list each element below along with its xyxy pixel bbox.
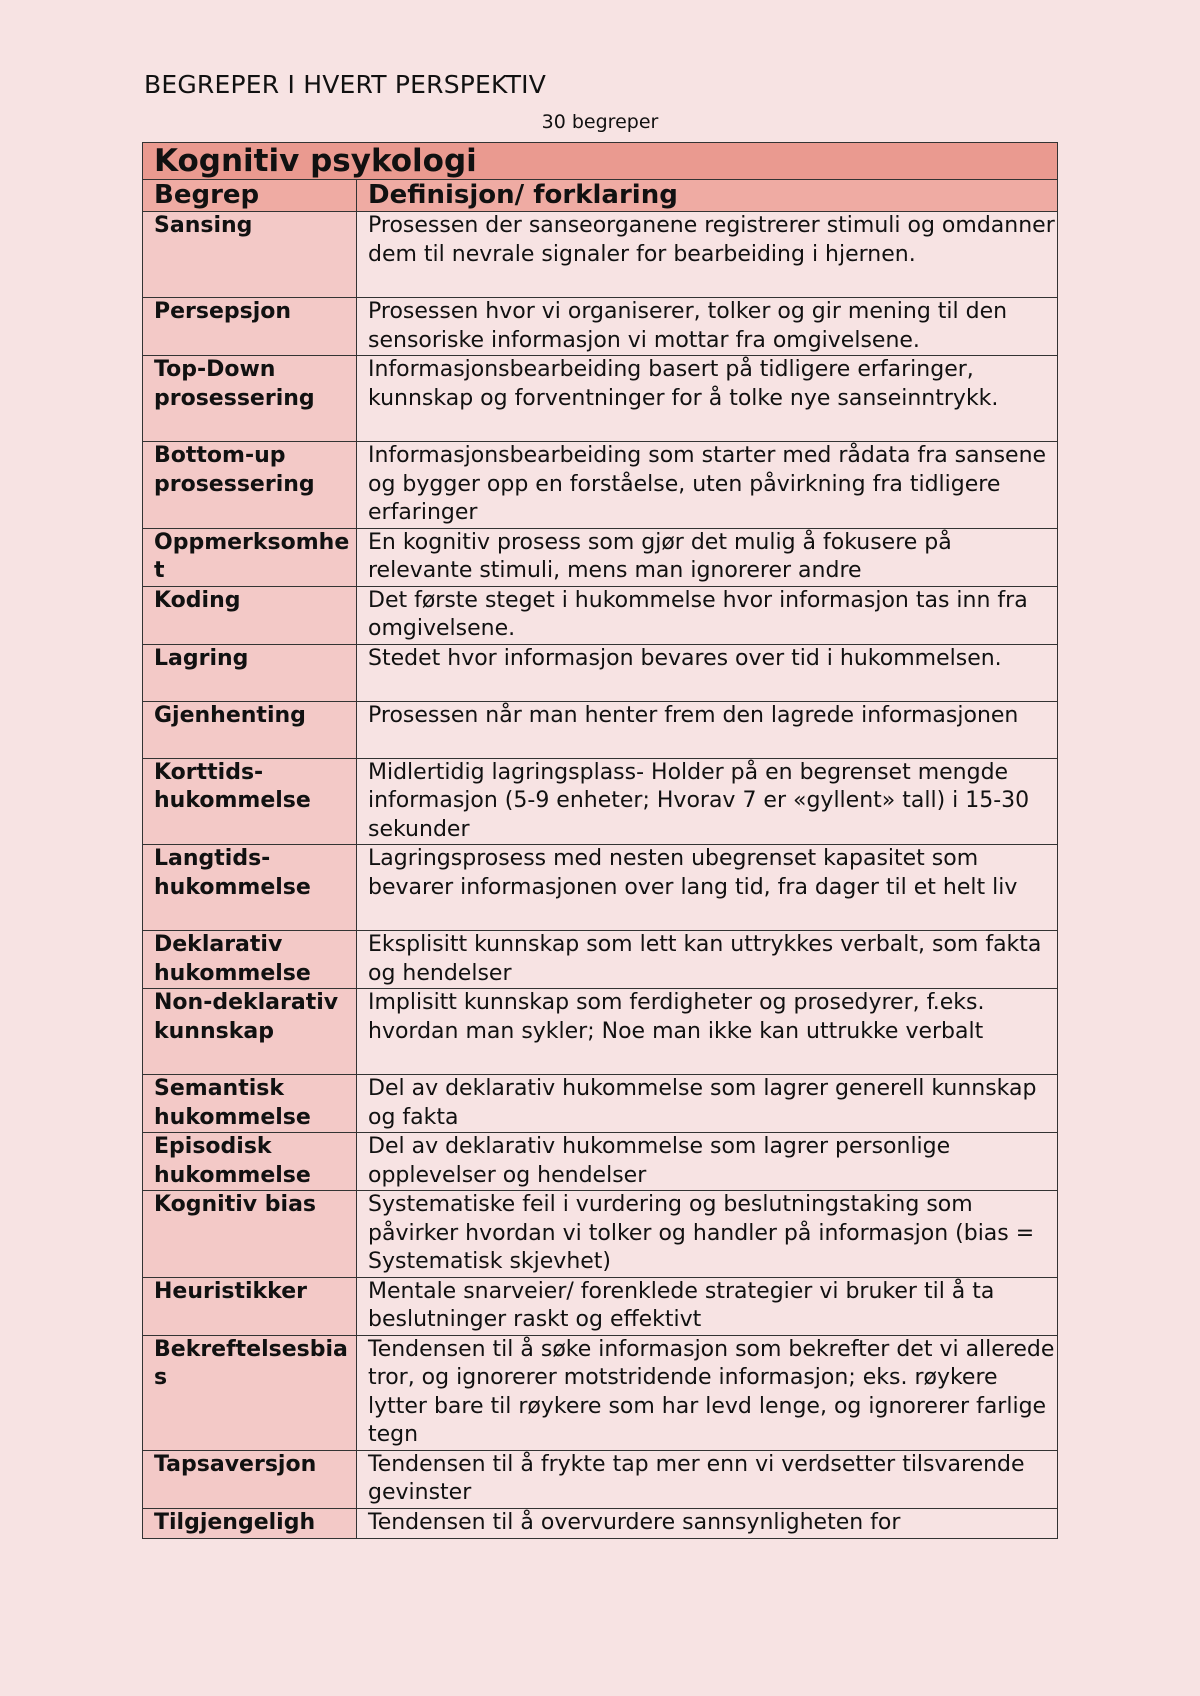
table-row [143,298,1058,356]
table-row [143,528,1058,586]
table-row [143,586,1058,644]
definition-cell: Prosessen når man henter frem den lagrede informasjonen [357,701,1058,758]
term-cell: Kognitiv bias [143,1191,357,1278]
table-row [143,931,1058,989]
table-row [143,1075,1058,1133]
definition-cell: Informasjonsbearbeiding som starter med rådata fra sansene og bygger opp en forståelse, uten påvirkning fra tidligere erfaringer [357,442,1058,529]
term-cell: Tapsaversjon [143,1450,357,1508]
column-header-row [143,180,1058,212]
table-row [143,1277,1058,1335]
term-cell: Bekreftelsesbias [143,1335,357,1450]
term-cell: Lagring [143,644,357,701]
term-cell: Top-Down prosessering [143,356,357,442]
table-row [143,1191,1058,1278]
definition-cell: Prosessen der sanseorganene registrerer stimuli og omdanner dem til nevrale signaler for bearbeiding i hjernen. [357,212,1058,298]
terms-table [142,142,1058,1539]
term-cell: Oppmerksomhet [143,528,357,586]
term-cell: Semantisk hukommelse [143,1075,357,1133]
table-row [143,1450,1058,1508]
term-cell: Bottom-up prosessering [143,442,357,529]
definition-cell: En kognitiv prosess som gjør det mulig å fokusere på relevante stimuli, mens man ignorerer andre [357,528,1058,586]
definition-cell: Tendensen til å overvurdere sannsynligheten for [357,1508,1058,1538]
definition-cell: Implisitt kunnskap som ferdigheter og prosedyrer, f.eks. hvordan man sykler; Noe man ikke kan uttrukke verbalt [357,989,1058,1075]
term-cell: Koding [143,586,357,644]
column-header-term: Begrep [143,180,357,212]
term-cell: Korttids-hukommelse [143,758,357,845]
term-cell: Sansing [143,212,357,298]
term-cell: Langtids-hukommelse [143,845,357,931]
terms-table-body [143,212,1058,1539]
section-header-row [143,143,1058,180]
definition-cell: Tendensen til å søke informasjon som bekrefter det vi allerede tror, og ignorerer motstridende informasjon; eks. røykere lytter bare til røykere som har levd lenge, og ignorerer farlige tegn [357,1335,1058,1450]
table-row [143,758,1058,845]
page-title: BEGREPER I HVERT PERSPEKTIV [144,70,547,99]
definition-cell: Prosessen hvor vi organiserer, tolker og gir mening til den sensoriske informasjon vi mottar fra omgivelsene. [357,298,1058,356]
table-row [143,1133,1058,1191]
table-row [143,989,1058,1075]
page-subtitle: 30 begreper [541,111,659,133]
definition-cell: Lagringsprosess med nesten ubegrenset kapasitet som bevarer informasjonen over lang tid, fra dager til et helt liv [357,845,1058,931]
table-row [143,1335,1058,1450]
definition-cell: Mentale snarveier/ forenklede strategier vi bruker til å ta beslutninger raskt og effektivt [357,1277,1058,1335]
section-title: Kognitiv psykologi [143,143,1058,180]
table-row [143,701,1058,758]
table-row [143,442,1058,529]
definition-cell: Eksplisitt kunnskap som lett kan uttrykkes verbalt, som fakta og hendelser [357,931,1058,989]
table-row [143,644,1058,701]
definition-cell: Del av deklarativ hukommelse som lagrer generell kunnskap og fakta [357,1075,1058,1133]
term-cell: Heuristikker [143,1277,357,1335]
definition-cell: Stedet hvor informasjon bevares over tid i hukommelsen. [357,644,1058,701]
term-cell: Non-deklarativ kunnskap [143,989,357,1075]
definition-cell: Midlertidig lagringsplass- Holder på en begrenset mengde informasjon (5-9 enheter; Hvorav 7 er «gyllent» tall) i 15-30 sekunder [357,758,1058,845]
table-row [143,212,1058,298]
term-cell: Tilgjengeligh [143,1508,357,1538]
column-header-definition: Definisjon/ forklaring [357,180,1058,212]
term-cell: Gjenhenting [143,701,357,758]
term-cell: Persepsjon [143,298,357,356]
term-cell: Deklarativ hukommelse [143,931,357,989]
term-cell: Episodisk hukommelse [143,1133,357,1191]
definition-cell: Informasjonsbearbeiding basert på tidligere erfaringer, kunnskap og forventninger for å tolke nye sanseinntrykk. [357,356,1058,442]
definition-cell: Del av deklarativ hukommelse som lagrer personlige opplevelser og hendelser [357,1133,1058,1191]
definition-cell: Det første steget i hukommelse hvor informasjon tas inn fra omgivelsene. [357,586,1058,644]
definition-cell: Systematiske feil i vurdering og beslutningstaking som påvirker hvordan vi tolker og handler på informasjon (bias = Systematisk skjevhet) [357,1191,1058,1278]
table-row [143,1508,1058,1538]
definition-cell: Tendensen til å frykte tap mer enn vi verdsetter tilsvarende gevinster [357,1450,1058,1508]
table-row [143,845,1058,931]
table-row [143,356,1058,442]
